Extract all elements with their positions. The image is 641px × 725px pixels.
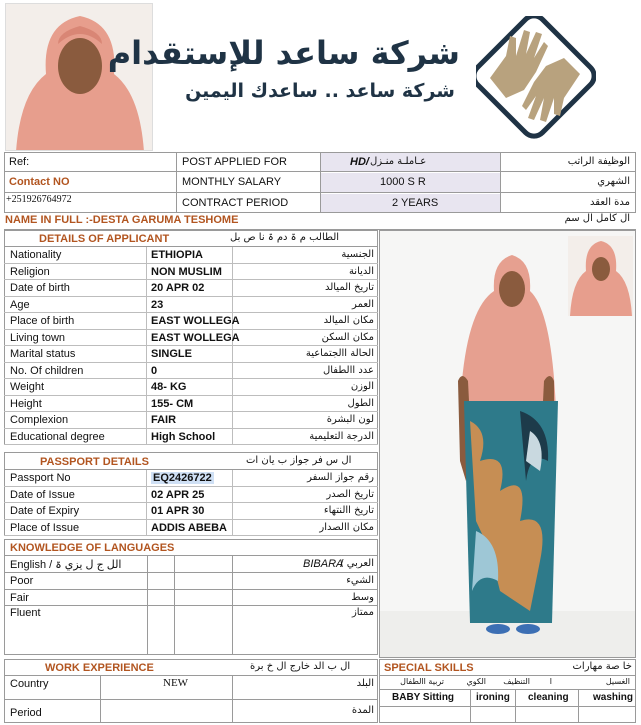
passport-label-ar: رقم جواز السفر [307, 472, 374, 483]
applicant-value-cell [146, 330, 240, 346]
english-label: English / الل ج ل يزي ۃ [10, 559, 122, 571]
monthly-salary-value: 1000 S R [380, 176, 426, 188]
applicant-value-cell [146, 297, 233, 313]
passport-section-title-ar: ال س فر جواز ب يان ات [246, 455, 352, 466]
passport-label: Place of Issue [10, 521, 80, 534]
applicant-label-ar: الجنسية [341, 249, 374, 260]
applicant-label-ar: مكان السكن [321, 331, 374, 343]
applicant-label-ar: الحالة االجتماعية [305, 348, 374, 359]
post-applied-value: HD/ [350, 156, 369, 168]
passport-label: Passport No [10, 472, 71, 484]
applicant-value-cell [146, 313, 240, 329]
passport-value-cell [146, 503, 233, 519]
full-body-photo [379, 230, 636, 658]
passport-label-ar: مكان االصدار [319, 521, 374, 533]
applicant-value-cell [146, 396, 233, 412]
skills-header-ar-0: الغسيل [605, 677, 630, 686]
applicant-label: Height [10, 397, 42, 410]
passport-label: Date of Expiry [10, 505, 80, 517]
applicant-value: EAST WOLLEGA [151, 315, 240, 327]
work-section-title-ar: ال ب الد خارج ال خ برة [250, 661, 351, 672]
applicant-value: NON MUSLIM [151, 265, 222, 278]
post-applied-value-ar: عـاملـة منـزل [370, 156, 427, 167]
applicant-label-ar: الطول [347, 397, 374, 409]
skills-section-title: SPECIAL SKILLS [384, 662, 474, 674]
monthly-salary-label-ar: الشهري [597, 176, 630, 187]
contract-period-label: CONTRACT PERIOD [182, 197, 289, 209]
skills-section-title-ar: خا صة مهارات [572, 661, 632, 672]
applicant-row [4, 280, 378, 297]
applicant-value: 23 [151, 298, 164, 311]
contract-period-label-ar: مدة العقد [590, 197, 630, 208]
applicant-label-ar: عدد االطفال [322, 364, 374, 376]
applicant-label: Complexion [10, 414, 69, 426]
applicant-label: No. Of children [10, 364, 84, 377]
work-section-title: WORK EXPERIENCE [45, 662, 154, 674]
level-poor-ar: الشيء [346, 575, 374, 586]
company-slogan: شركة ساعد .. ساعدك اليمين [185, 80, 455, 102]
arabic-level: BIBARA [303, 558, 344, 570]
period-label-ar: المدة [351, 705, 374, 716]
skills-header-ar-2: التنظيف [503, 677, 530, 686]
applicant-row [4, 379, 378, 396]
level-fluent-ar: ممتاز [351, 607, 374, 618]
company-name: شركة ساعد للإستقدام [107, 34, 460, 72]
applicant-row [4, 346, 378, 363]
skills-header-ar-1: ا [549, 677, 552, 686]
applicant-value: FAIR [151, 414, 177, 426]
applicant-row [4, 396, 378, 413]
monthly-salary-label: MONTHLY SALARY [182, 176, 282, 188]
country-value: NEW [163, 677, 189, 689]
applicant-row [4, 412, 378, 429]
applicant-value-cell [146, 280, 233, 296]
passport-row [4, 503, 378, 520]
passport-row [4, 470, 378, 487]
level-poor: Poor [10, 575, 34, 587]
passport-section-title: PASSPORT DETAILS [40, 456, 149, 468]
header-photo [5, 3, 153, 151]
applicant-row [4, 297, 378, 314]
passport-value: EQ2426722 [153, 472, 212, 484]
applicant-row [4, 247, 378, 264]
applicant-row [4, 330, 378, 347]
applicant-value-cell [146, 379, 233, 395]
applicant-value: SINGLE [151, 348, 192, 360]
applicant-label: Religion [10, 265, 50, 278]
skill-ironing: ironing [476, 692, 510, 703]
phone-number: +251926764972 [6, 194, 72, 205]
level-fair-ar: وسط [351, 592, 374, 603]
passport-label-ar: تاريخ الصدر [326, 488, 374, 500]
applicant-row [4, 363, 378, 380]
contract-period-value: 2 YEARS [392, 197, 439, 209]
applicant-label: Age [10, 298, 30, 311]
applicant-label: Nationality [10, 249, 62, 261]
passport-label-ar: تاريخ االنتهاء [323, 505, 374, 516]
full-name-label-ar: ال كامل ال سم [564, 213, 630, 224]
skills-header-ar-4: تربية االطفال [400, 677, 444, 686]
applicant-row [4, 429, 378, 446]
applicant-value: 48- KG [151, 381, 187, 393]
full-name: NAME IN FULL :-DESTA GARUMA TESHOME [5, 214, 239, 226]
country-label: Country [10, 678, 49, 690]
period-label: Period [10, 707, 42, 719]
applicant-value-cell [146, 247, 233, 263]
applicant-value: EAST WOLLEGA [151, 331, 240, 344]
applicant-value-cell [146, 346, 233, 362]
applicant-label: Marital status [10, 348, 76, 360]
applicant-label: Place of birth [10, 315, 75, 327]
applicant-label-ar: لون البشرة [326, 414, 374, 425]
passport-value: 02 APR 25 [151, 488, 205, 501]
level-fair: Fair [10, 592, 29, 604]
company-logo-icon [476, 16, 596, 140]
applicant-value: ETHIOPIA [151, 249, 203, 261]
arabic-label-ar: العربي / [340, 558, 374, 569]
post-applied-label: POST APPLIED FOR [182, 156, 287, 168]
country-label-ar: البلد [356, 678, 374, 689]
passport-value-cell [146, 470, 233, 486]
applicant-value-cell [146, 363, 233, 379]
passport-value: ADDIS ABEBA [151, 521, 227, 534]
skill-cleaning: cleaning [528, 692, 569, 703]
passport-row [4, 487, 378, 504]
applicant-section-title-ar: الطالب م ۃ دم ۃ نا ص بل [230, 232, 340, 243]
applicant-label-ar: الوزن [350, 381, 374, 392]
applicant-value: 0 [151, 364, 158, 377]
applicant-value: High School [151, 430, 216, 443]
passport-label: Date of Issue [10, 488, 75, 501]
applicant-section-title: DETAILS OF APPLICANT [39, 233, 170, 245]
applicant-label-ar: تاريخ الميالد [324, 282, 374, 293]
skill-washing: washing [593, 692, 634, 703]
applicant-value-cell [146, 429, 233, 445]
applicant-value: 20 APR 02 [151, 282, 205, 294]
skills-header-ar-3: الكوي [466, 677, 486, 686]
applicant-label: Date of birth [10, 282, 70, 294]
applicant-label-ar: الدرجة التعليمية [309, 430, 374, 442]
passport-value: 01 APR 30 [151, 505, 205, 517]
applicant-label: Educational degree [10, 430, 105, 443]
skill-baby-sitting: BABY Sitting [392, 692, 455, 703]
applicant-row [4, 313, 378, 330]
applicant-value: 155- CM [151, 397, 194, 410]
ref-label: Ref: [9, 156, 30, 168]
applicant-value-cell [146, 264, 233, 280]
applicant-label-ar: العمر [352, 298, 374, 310]
applicant-row [4, 264, 378, 281]
applicant-label: Living town [10, 331, 66, 344]
passport-row [4, 520, 378, 537]
languages-section-title: KNOWLEDGE OF LANGUAGES [10, 542, 175, 554]
applicant-label-ar: الديانة [348, 265, 374, 277]
contact-label: Contact NO [9, 176, 70, 188]
passport-value-cell [146, 520, 233, 536]
passport-value-cell [146, 487, 233, 503]
applicant-label-ar: مكان الميالد [323, 315, 374, 326]
applicant-value-cell [146, 412, 233, 428]
applicant-label: Weight [10, 381, 45, 393]
post-applied-label-ar: الوظيفة الراتب [567, 156, 630, 167]
level-fluent: Fluent [10, 607, 41, 619]
